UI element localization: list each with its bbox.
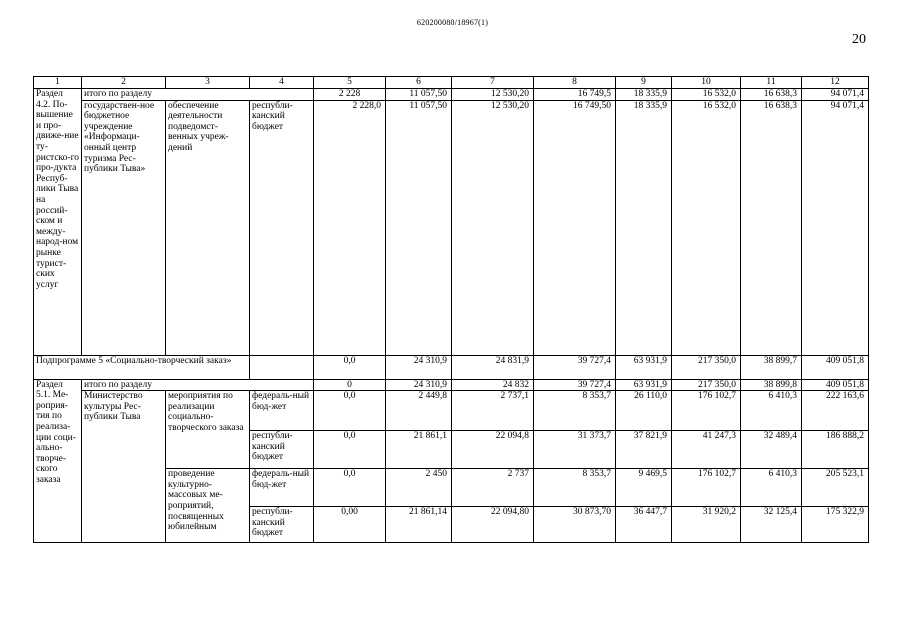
value-cell: 41 247,3	[672, 431, 741, 469]
value-cell: 16 749,5	[534, 89, 616, 101]
total-label: итого по разделу	[82, 379, 314, 391]
header-cell: 1	[34, 77, 82, 89]
section-total-row	[34, 379, 869, 391]
header-row	[34, 77, 869, 89]
value-cell: 18 335,9	[616, 89, 672, 101]
value-cell: 24 310,9	[386, 355, 452, 379]
value-cell: 21 861,1	[386, 431, 452, 469]
value-cell: 217 350,0	[672, 379, 741, 391]
value-cell: 39 727,4	[534, 379, 616, 391]
source-cell: республи-канский бюджет	[250, 431, 314, 469]
value-cell: 16 749,50	[534, 100, 616, 355]
budget-table	[33, 76, 869, 543]
value-cell: 12 530,20	[452, 100, 534, 355]
value-cell: 0,0	[314, 391, 386, 431]
value-cell: 2 450	[386, 469, 452, 507]
value-cell: 12 530,20	[452, 89, 534, 101]
document-code: 620200080/18967(1)	[416, 18, 489, 27]
page-number: 20	[852, 32, 866, 47]
source-cell: республи-канский бюджет	[250, 507, 314, 543]
event-cell: обеспечение деятельности подведомст-венных учреж-дений	[166, 100, 250, 355]
value-cell: 11 057,50	[386, 100, 452, 355]
value-cell: 22 094,8	[452, 431, 534, 469]
value-cell: 8 353,7	[534, 391, 616, 431]
source-cell: федераль-ный бюд-жет	[250, 469, 314, 507]
value-cell: 32 489,4	[741, 431, 802, 469]
value-cell: 0,00	[314, 507, 386, 543]
value-cell: 409 051,8	[802, 379, 869, 391]
header-cell: 4	[250, 77, 314, 89]
value-cell: 2 228	[314, 89, 386, 101]
value-cell: 0,0	[314, 469, 386, 507]
value-cell: 30 873,70	[534, 507, 616, 543]
value-cell: 37 821,9	[616, 431, 672, 469]
header-cell: 9	[616, 77, 672, 89]
value-cell: 2 228,0	[314, 100, 386, 355]
value-cell: 26 110,0	[616, 391, 672, 431]
value-cell: 63 931,9	[616, 355, 672, 379]
value-cell: 24 310,9	[386, 379, 452, 391]
value-cell: 18 335,9	[616, 100, 672, 355]
value-cell: 31 920,2	[672, 507, 741, 543]
value-cell: 38 899,7	[741, 355, 802, 379]
section-title: Раздел 5.1. Ме-роприя-тия по реализа-ции соци-ально-творче-ского заказа	[34, 379, 82, 543]
value-cell: 39 727,4	[534, 355, 616, 379]
value-cell: 63 931,9	[616, 379, 672, 391]
value-cell: 0	[314, 379, 386, 391]
header-cell: 8	[534, 77, 616, 89]
value-cell: 16 532,0	[672, 100, 741, 355]
value-cell: 6 410,3	[741, 469, 802, 507]
value-cell: 217 350,0	[672, 355, 741, 379]
source-cell: федераль-ный бюд-жет	[250, 391, 314, 431]
event-cell: проведение культурно-массовых ме-роприятий, посвященных юбилейным	[166, 469, 250, 543]
header-cell: 5	[314, 77, 386, 89]
table-row	[34, 100, 869, 355]
value-cell: 11 057,50	[386, 89, 452, 101]
value-cell: 0,0	[314, 431, 386, 469]
executor-cell: государствен-ное бюджетное учреждение «Информаци-онный центр туризма Рес-публики Тыва»	[82, 100, 166, 355]
header-cell: 10	[672, 77, 741, 89]
value-cell: 2 737	[452, 469, 534, 507]
event-cell: мероприятия по реализации социально-творческого заказа	[166, 391, 250, 469]
header-cell: 3	[166, 77, 250, 89]
value-cell: 21 861,14	[386, 507, 452, 543]
empty-cell	[250, 355, 314, 379]
header-cell: 2	[82, 77, 166, 89]
header-cell: 7	[452, 77, 534, 89]
header-cell: 6	[386, 77, 452, 89]
value-cell: 24 831,9	[452, 355, 534, 379]
subprogram-row	[34, 355, 869, 379]
value-cell: 175 322,9	[802, 507, 869, 543]
value-cell: 176 102,7	[672, 469, 741, 507]
value-cell: 222 163,6	[802, 391, 869, 431]
value-cell: 16 638,3	[741, 100, 802, 355]
value-cell: 94 071,4	[802, 100, 869, 355]
value-cell: 186 888,2	[802, 431, 869, 469]
executor-cell: Министерство культуры Рес-публики Тыва	[82, 391, 166, 543]
header-cell: 11	[741, 77, 802, 89]
value-cell: 8 353,7	[534, 469, 616, 507]
value-cell: 38 899,8	[741, 379, 802, 391]
value-cell: 16 532,0	[672, 89, 741, 101]
value-cell: 205 523,1	[802, 469, 869, 507]
value-cell: 409 051,8	[802, 355, 869, 379]
value-cell: 16 638,3	[741, 89, 802, 101]
subprogram-label: Подпрограмме 5 «Социально-творческий заказ»	[34, 355, 250, 379]
value-cell: 2 449,8	[386, 391, 452, 431]
value-cell: 2 737,1	[452, 391, 534, 431]
value-cell: 36 447,7	[616, 507, 672, 543]
total-label: итого по разделу	[82, 89, 314, 101]
header-cell: 12	[802, 77, 869, 89]
value-cell: 94 071,4	[802, 89, 869, 101]
value-cell: 24 832	[452, 379, 534, 391]
value-cell: 22 094,80	[452, 507, 534, 543]
section-title: Раздел 4.2. По-вышение и про-движе-ние ту-ристско-го про-дукта Респуб-лики Тыва на россий-ском и между-народ-ном рынке турист-ских услуг	[34, 89, 82, 356]
value-cell: 32 125,4	[741, 507, 802, 543]
table-row	[34, 391, 869, 431]
source-cell: республи-канский бюджет	[250, 100, 314, 355]
value-cell: 176 102,7	[672, 391, 741, 431]
value-cell: 6 410,3	[741, 391, 802, 431]
value-cell: 31 373,7	[534, 431, 616, 469]
section-total-row	[34, 89, 869, 101]
value-cell: 9 469,5	[616, 469, 672, 507]
value-cell: 0,0	[314, 355, 386, 379]
